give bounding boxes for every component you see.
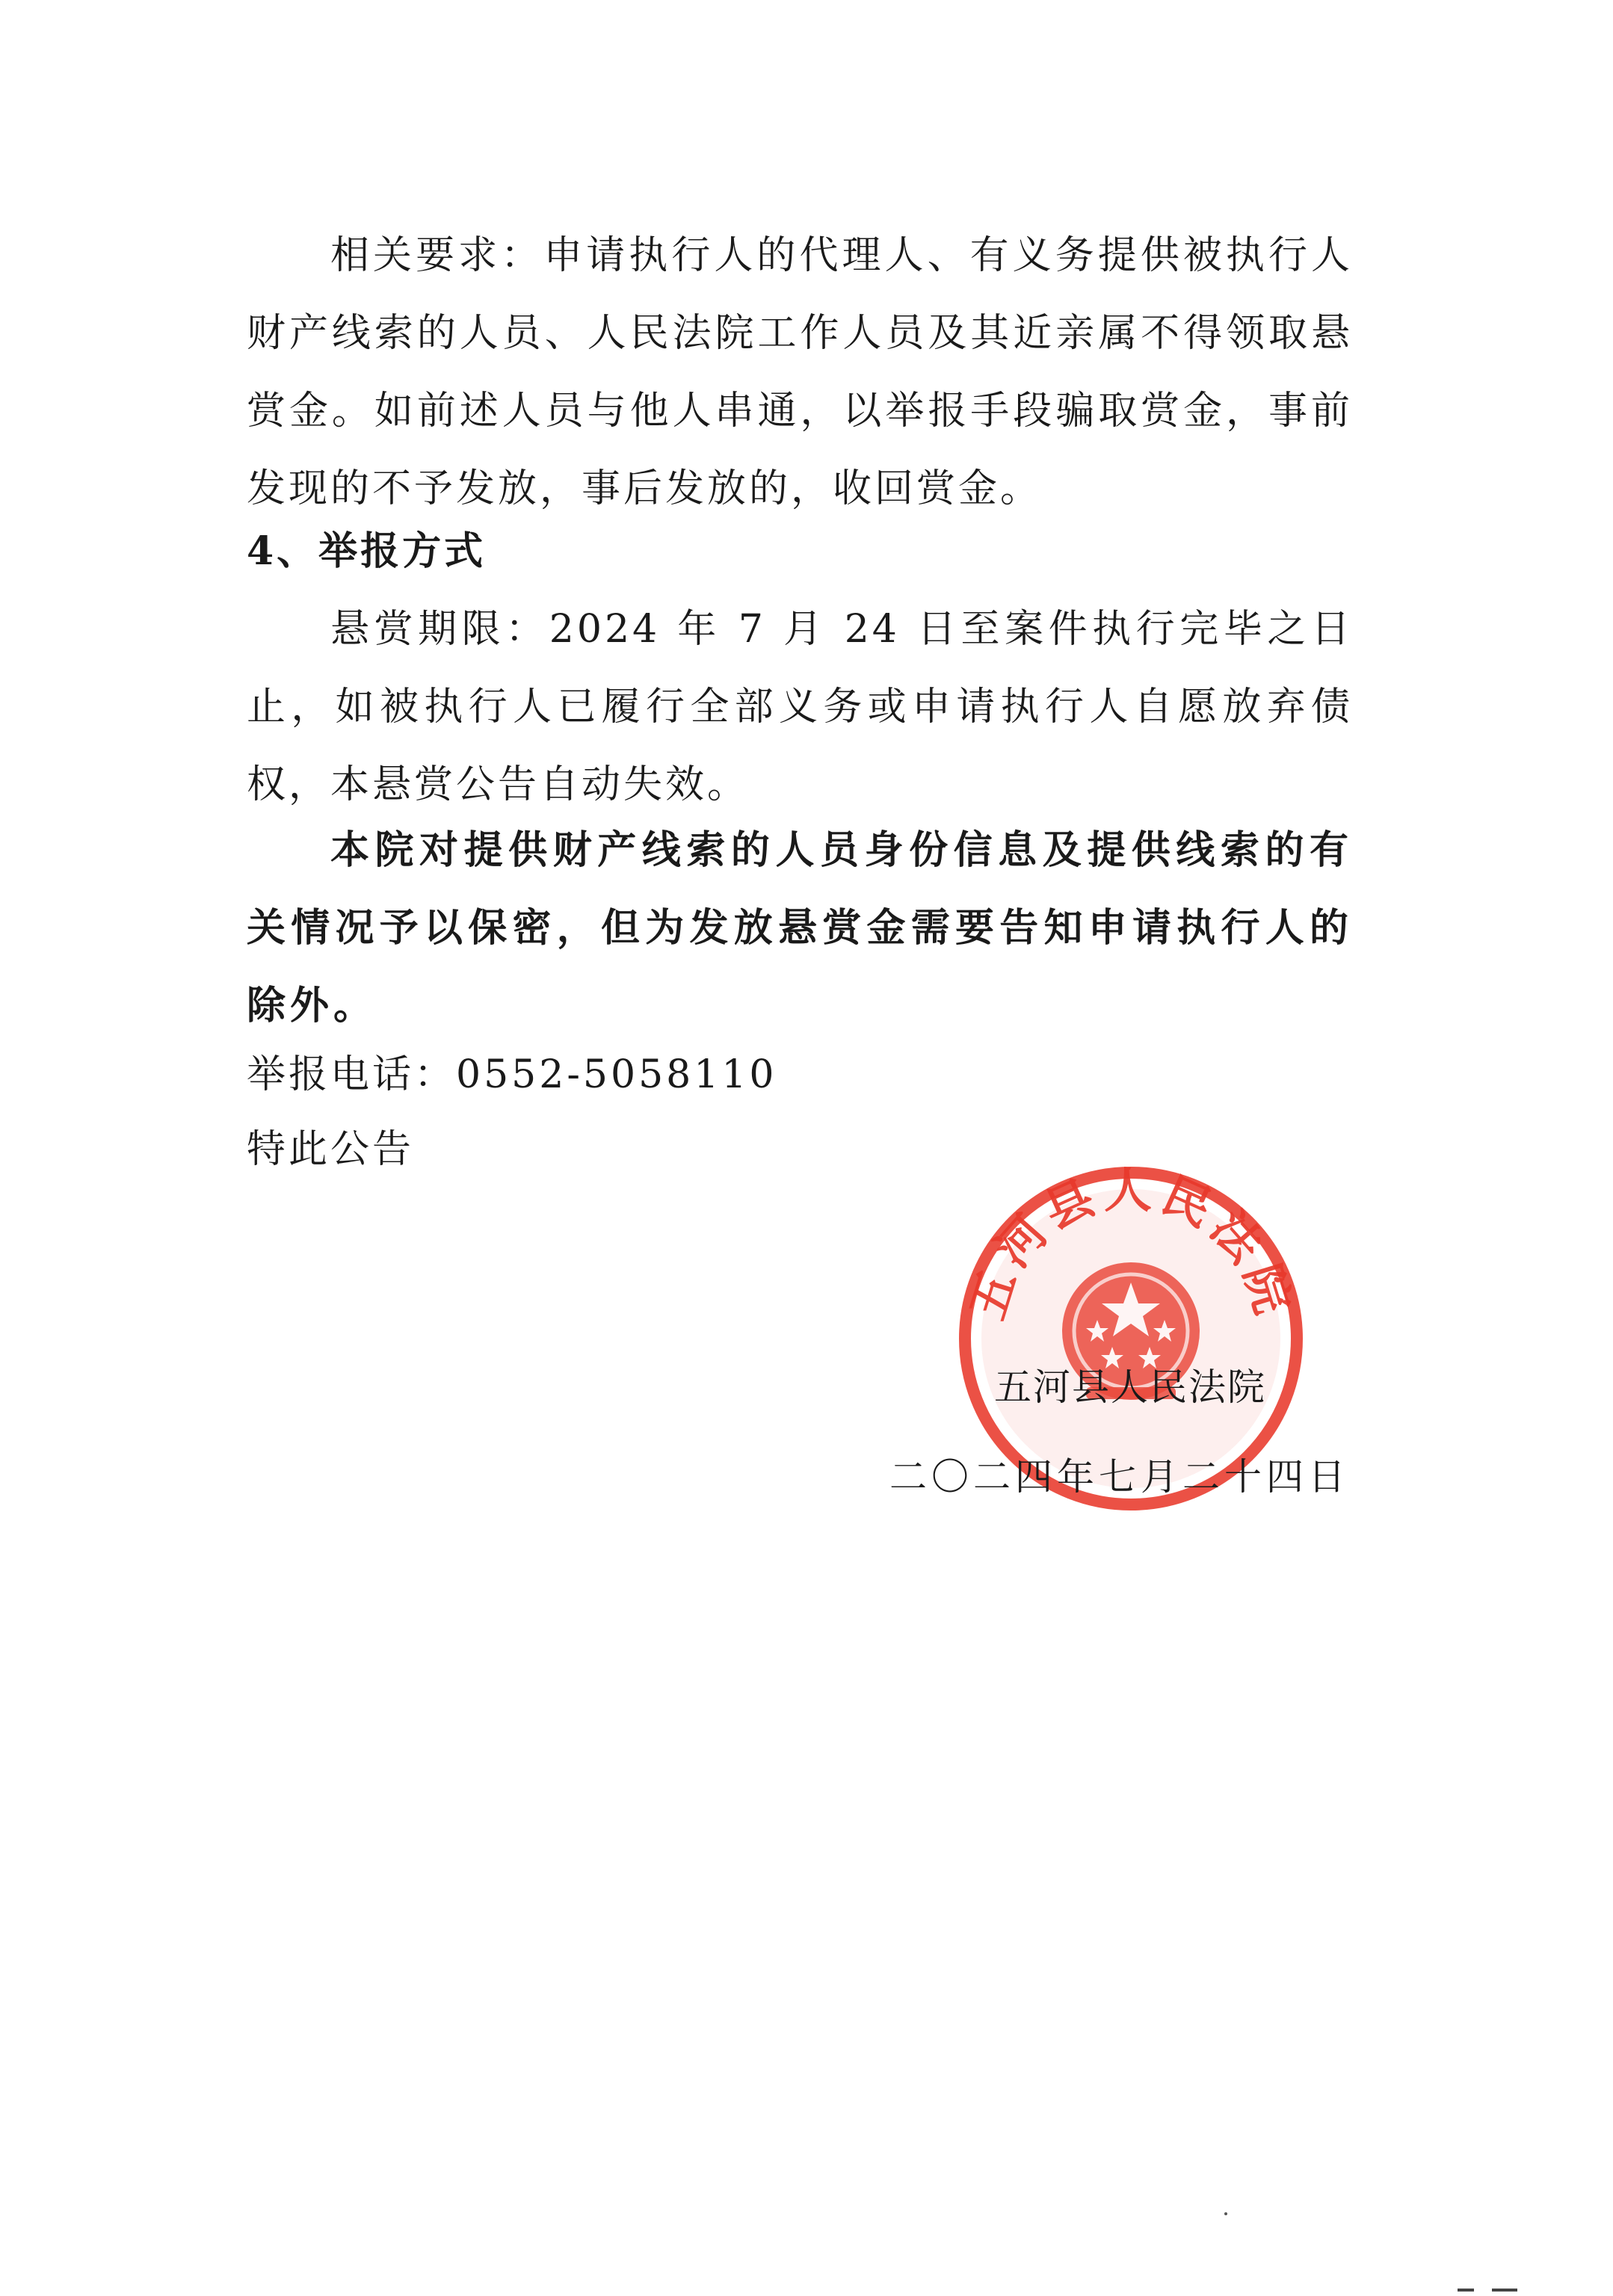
scan-corner-mark (1492, 2289, 1517, 2292)
closing-line: 特此公告 (247, 1127, 415, 1172)
scan-corner-mark (1458, 2289, 1474, 2292)
phone-line: 举报电话：0552-5058110 (247, 1052, 777, 1097)
confidentiality-paragraph: 本院对提供财产线索的人员身份信息及提供线索的有关情况予以保密，但为发放悬赏金需要告知申请执行人的除外。 (247, 827, 1353, 1028)
section-heading: 4、举报方式 (247, 528, 487, 574)
period-paragraph: 悬赏期限：2024 年 7 月 24 日至案件执行完毕之日止，如被执行人已履行全部义务或申请执行人自愿放弃债权，本悬赏公告自动失效。 (247, 607, 1353, 807)
scan-speck (1224, 2212, 1227, 2215)
svg-text:五河县人民法院: 五河县人民法院 (959, 1163, 1303, 1327)
signature-court: 五河县人民法院 (994, 1365, 1266, 1409)
signature-date: 二〇二四年七月二十四日 (889, 1455, 1350, 1499)
requirements-paragraph: 相关要求：申请执行人的代理人、有义务提供被执行人财产线索的人员、人民法院工作人员及其近亲属不得领取悬赏金。如前述人员与他人串通，以举报手段骗取赏金，事前发现的不予发放，事后发放的，收回赏金。 (247, 233, 1353, 511)
